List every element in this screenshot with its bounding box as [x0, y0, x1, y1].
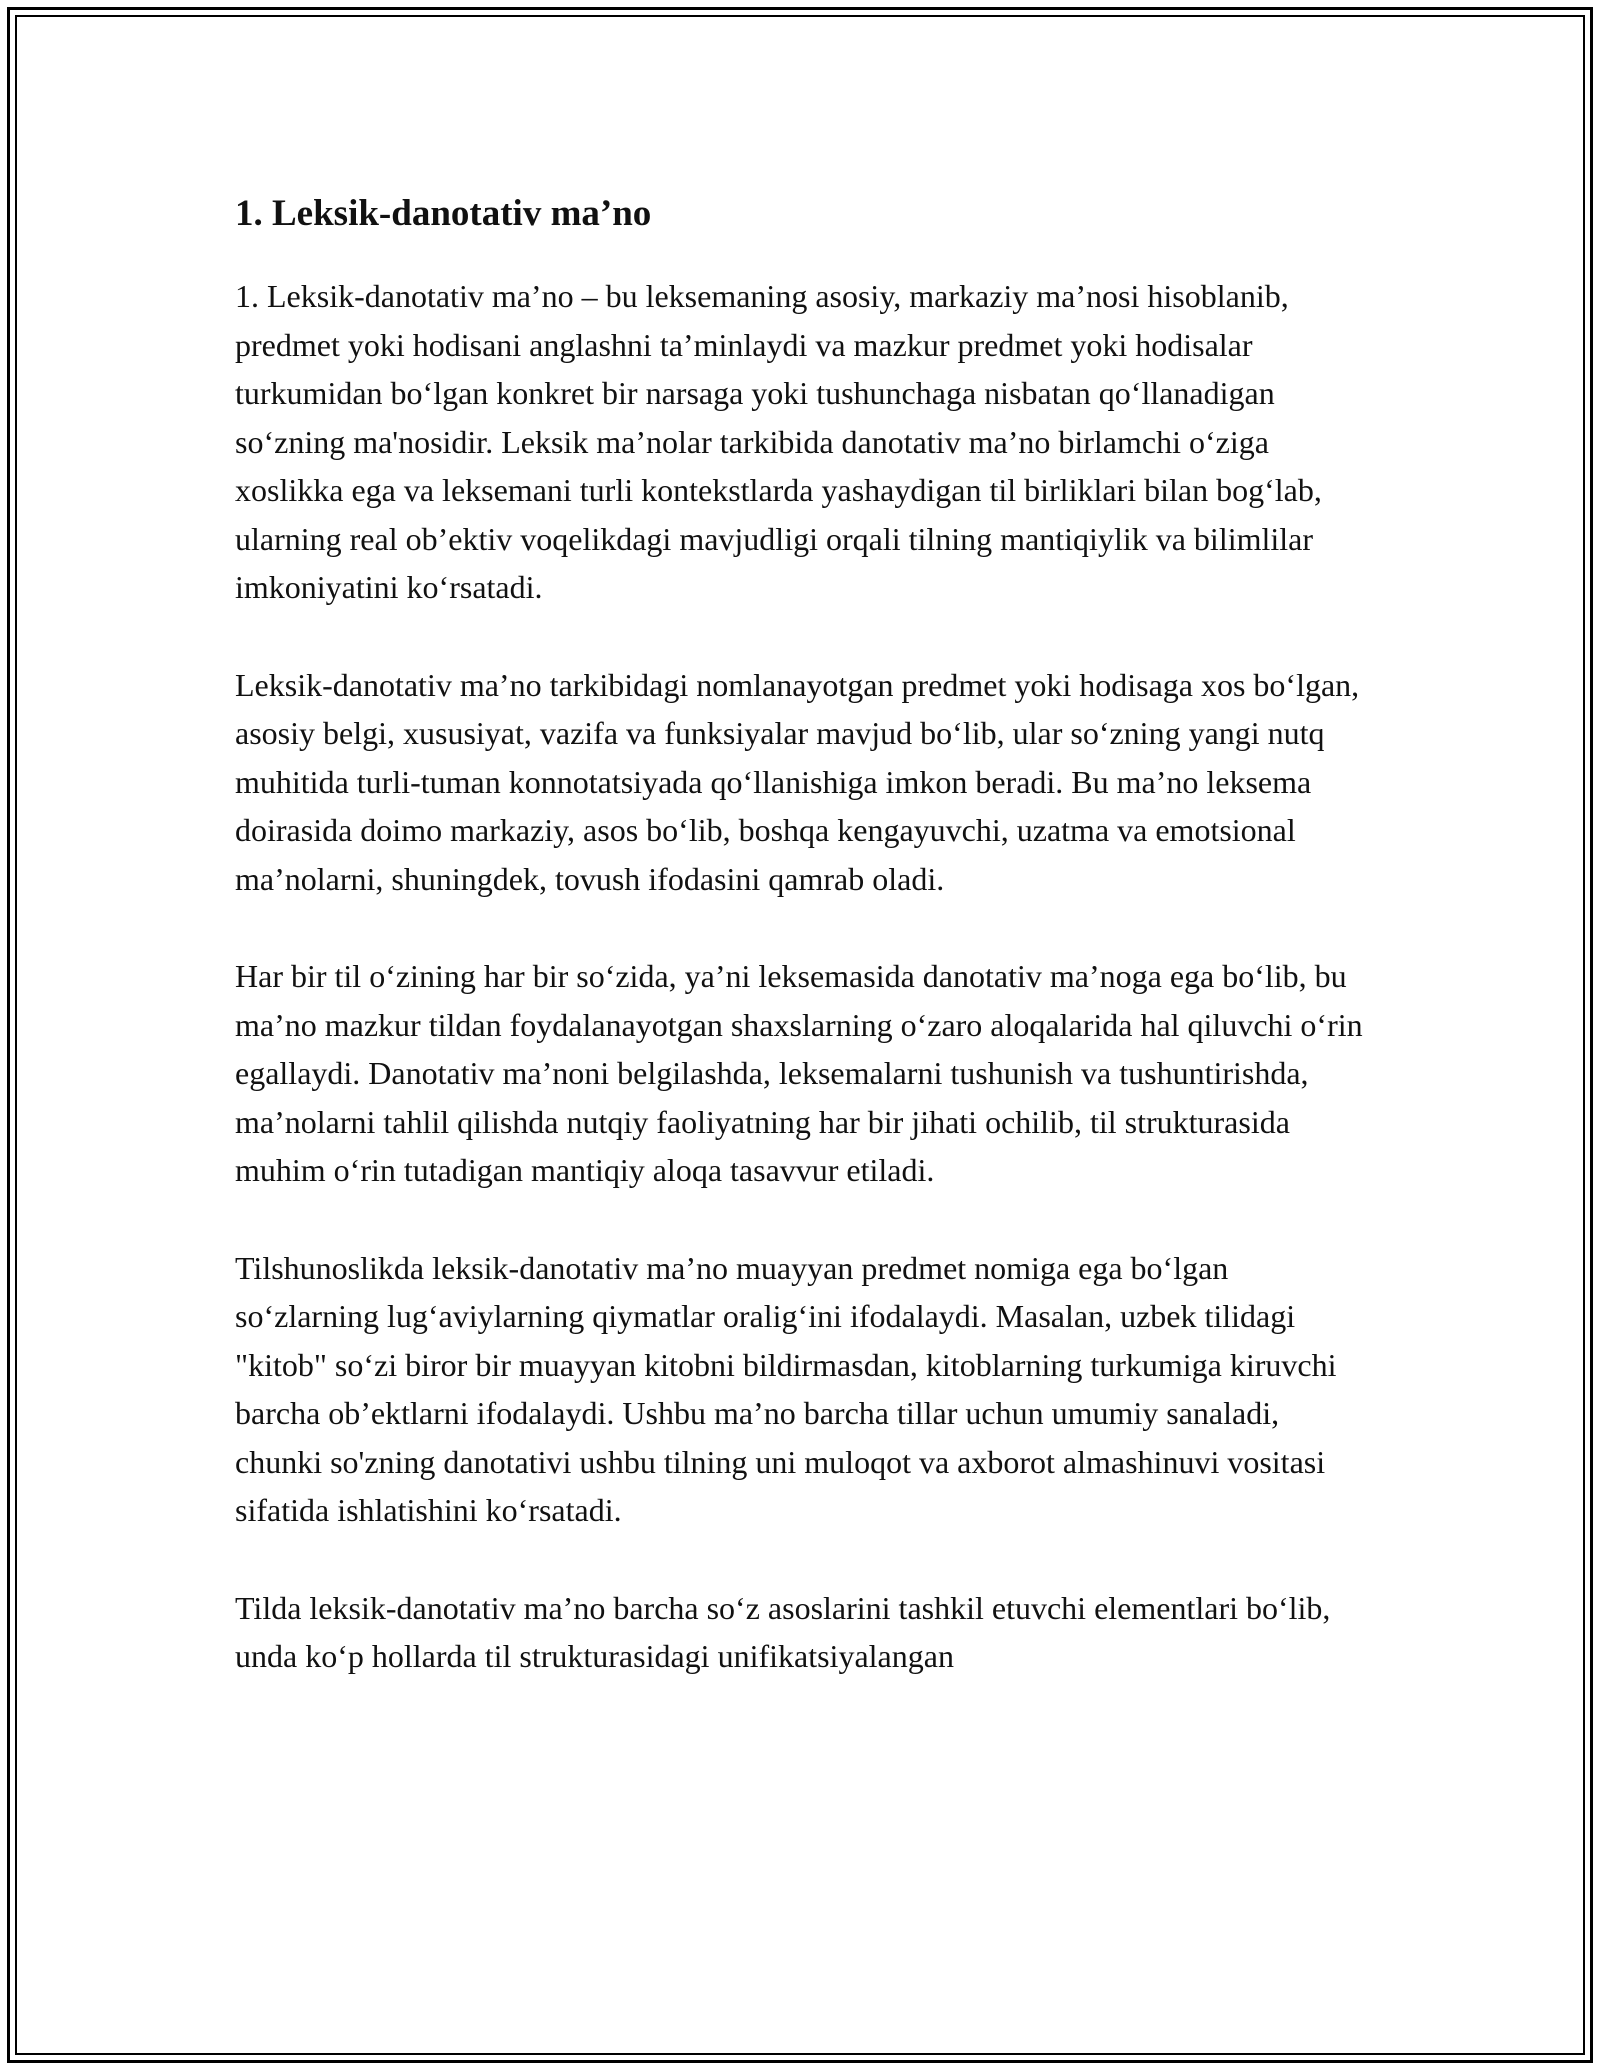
- paragraph-1: 1. Leksik-danotativ ma’no – bu leksemaning asosiy, markaziy ma’nosi hisoblanib, predmet yoki hodisani anglashni ta’minlaydi va mazkur predmet yoki hodisalar turkumidan bo‘lgan konkret bir narsaga yoki tushunchaga nisbatan qo‘llanadigan so‘zning ma'nosidir. Leksik ma’nolar tarkibida danotativ ma’no birlamchi o‘ziga xoslikka ega va leksemani turli kontekstlarda yashaydigan til birliklari bilan bog‘lab, ularning real ob’ektiv voqelikdagi mavjudligi orqali tilning mantiqiylik va bilimlilar imkoniyatini ko‘rsatadi.: [235, 278, 1322, 605]
- paragraph-5: Tilda leksik-danotativ ma’no barcha so‘z asoslarini tashkil etuvchi elementlari bo‘lib, unda ko‘p hollarda til strukturasidagi unifikatsiyalangan: [235, 1589, 1331, 1674]
- paragraph-2: Leksik-danotativ ma’no tarkibidagi nomlanayotgan predmet yoki hodisaga xos bo‘lgan, asosiy belgi, xususiyat, vazifa va funksiyalar mavjud bo‘lib, ular so‘zning yangi nutq muhitida turli-tuman konnotatsiyada qo‘llanishiga imkon beradi. Bu ma’no leksema doirasida doimo markaziy, asos bo‘lib, boshqa kengayuvchi, uzatma va emotsional ma’nolarni, shuningdek, tovush ifodasini qamrab oladi.: [235, 666, 1360, 897]
- paragraph-3: Har bir til o‘zining har bir so‘zida, ya’ni leksemasida danotativ ma’noga ega bo‘lib, bu ma’no mazkur tildan foydalanayotgan shaxslarning o‘zaro aloqalarida hal qiluvchi o‘rin egallaydi. Danotativ ma’noni belgilashda, leksemalarni tushunish va tushuntirishda, ma’nolarni tahlil qilishda nutqiy faoliyatning har bir jihati ochilib, til strukturasida muhim o‘rin tutadigan mantiqiy aloqa tasavvur etiladi.: [235, 958, 1363, 1188]
- section-heading: 1. Leksik-danotativ ma’no: [235, 193, 652, 234]
- paragraph-4: Tilshunoslikda leksik-danotativ ma’no muayyan predmet nomiga ega bo‘lgan so‘zlarning lug‘aviylarning qiymatlar oralig‘ini ifodalaydi. Masalan, uzbek tilidagi "kitob" so‘zi biror bir muayyan kitobni bildirmasdan, kitoblarning turkumiga kiruvchi barcha ob’ektlarni ifodalaydi. Ushbu ma’no barcha tillar uchun umumiy sanaladi, chunki so'zning danotativi ushbu tilning uni muloqot va axborot almashinuvi vositasi sifatida ishlatishini ko‘rsatadi.: [235, 1249, 1337, 1528]
- document-body: [235, 190, 1370, 1730]
